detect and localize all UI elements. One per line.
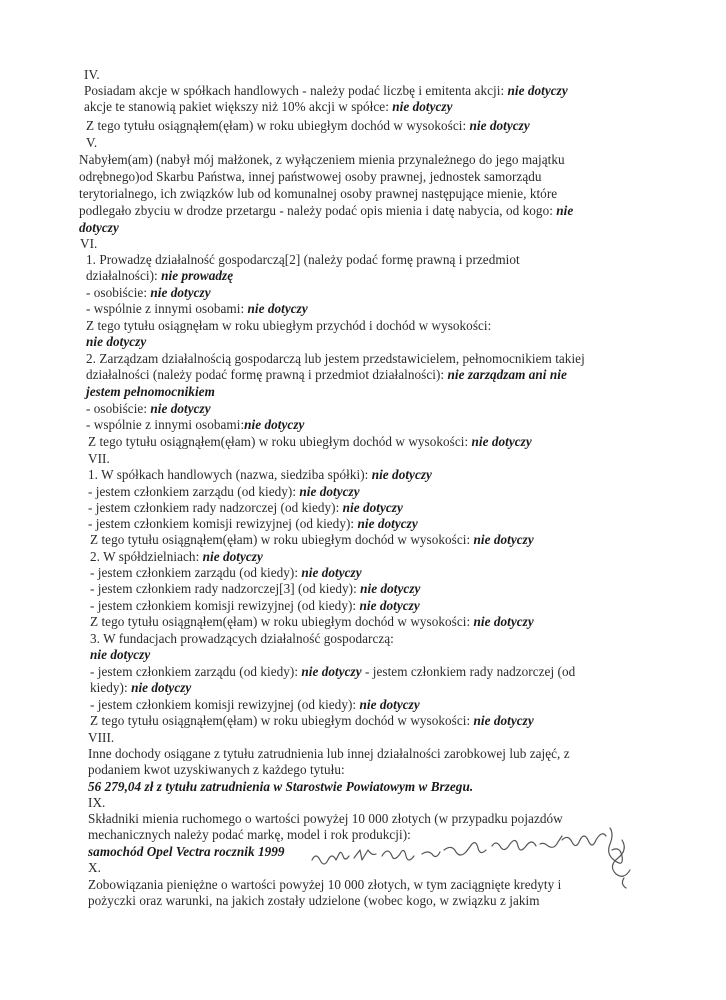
line-text: 2. W spółdzielniach: bbox=[90, 549, 203, 564]
answer-value: nie dotyczy bbox=[244, 417, 305, 432]
text-line bbox=[79, 168, 542, 185]
text-line bbox=[88, 466, 432, 483]
text-line bbox=[88, 515, 418, 532]
section-heading bbox=[86, 134, 97, 151]
text-line bbox=[79, 202, 573, 219]
line-text: Składniki mienia ruchomego o wartości powyżej 10 000 złotych (w przypadku pojazdów bbox=[88, 811, 563, 826]
line-text: X. bbox=[88, 860, 101, 875]
line-text: Z tego tytułu osiągnąłem(ęłam) w roku ubiegłym dochód w wysokości: bbox=[86, 118, 470, 133]
answer-value: nie dotyczy bbox=[301, 664, 362, 679]
section-heading bbox=[88, 450, 110, 467]
text-line bbox=[90, 580, 420, 597]
text-line bbox=[90, 696, 420, 713]
text-line bbox=[86, 300, 308, 317]
text-line bbox=[86, 400, 211, 417]
answer-value: nie dotyczy bbox=[150, 401, 211, 416]
line-text: działalności (należy podać formę prawną i przedmiot działalności): bbox=[86, 367, 448, 382]
answer-value: samochód Opel Vectra rocznik 1999 bbox=[88, 844, 285, 859]
line-text: - wspólnie z innymi osobami: bbox=[86, 417, 245, 432]
line-text: odrębnego)od Skarbu Państwa, innej państwowej osoby prawnej, jednostek samorządu bbox=[79, 169, 542, 184]
text-line bbox=[79, 185, 557, 202]
line-text: VIII. bbox=[88, 730, 115, 745]
line-text: - jestem członkiem zarządu (od kiedy): bbox=[90, 565, 302, 580]
answer-value: nie dotyczy bbox=[299, 484, 360, 499]
text-line bbox=[90, 613, 534, 630]
answer-value: nie dotyczy bbox=[150, 285, 211, 300]
answer-value: 56 279,04 zł z tytułu zatrudnienia w Starostwie Powiatowym w Brzegu. bbox=[88, 779, 474, 794]
answer-value: nie dotyczy bbox=[247, 301, 308, 316]
answer-value: nie bbox=[556, 203, 574, 218]
answer-value: nie dotyczy bbox=[371, 467, 432, 482]
line-text: - jestem członkiem rady nadzorczej[3] (od kiedy): bbox=[90, 581, 361, 596]
line-text: działalności): bbox=[86, 268, 162, 283]
text-line bbox=[84, 98, 453, 115]
line-text: Inne dochody osiągane z tytułu zatrudnienia lub innej działalności zarobkowej lub zajęć, z bbox=[88, 746, 570, 761]
text-line bbox=[90, 646, 150, 663]
text-line bbox=[86, 317, 491, 334]
answer-value: jestem pełnomocnikiem bbox=[86, 384, 215, 399]
text-line bbox=[86, 416, 304, 433]
line-text: Z tego tytułu osiągnęłam w roku ubiegłym przychód i dochód w wysokości: bbox=[86, 318, 492, 333]
line-text: IX. bbox=[88, 795, 106, 810]
section-heading bbox=[88, 794, 105, 811]
answer-value: nie dotyczy bbox=[342, 500, 403, 515]
line-text: - jestem członkiem komisji rewizyjnej (od kiedy): bbox=[90, 697, 360, 712]
line-text: - osobiście: bbox=[86, 285, 151, 300]
text-line bbox=[88, 483, 360, 500]
line-text: pożyczki oraz warunki, na jakich zostały udzielone (wobec kogo, w związku z jakim bbox=[88, 893, 540, 908]
line-text: Z tego tytułu osiągnąłem(ęłam) w roku ubiegłym dochód w wysokości: bbox=[88, 434, 472, 449]
line-text: podlegało zbyciu w drodze przetargu - należy podać opis mienia i datę nabycia, od kogo: bbox=[79, 203, 557, 218]
line-text: kiedy): bbox=[90, 680, 132, 695]
answer-value: nie dotyczy bbox=[86, 334, 147, 349]
text-line bbox=[88, 778, 473, 795]
text-line bbox=[90, 531, 534, 548]
answer-value: nie dotyczy bbox=[469, 118, 530, 133]
text-line bbox=[90, 548, 263, 565]
line-text: 2. Zarządzam działalnością gospodarczą lub jestem przedstawicielem, pełnomocnikiem takiej bbox=[86, 351, 585, 366]
answer-value: nie dotyczy bbox=[392, 99, 453, 114]
line-text: podaniem kwot uzyskiwanych z każdego tytułu: bbox=[88, 762, 345, 777]
answer-value: nie dotyczy bbox=[473, 614, 534, 629]
answer-value: nie dotyczy bbox=[202, 549, 263, 564]
section-heading bbox=[88, 859, 101, 876]
text-line bbox=[79, 151, 565, 168]
line-text: Posiadam akcje w spółkach handlowych - należy podać liczbę i emitenta akcji: bbox=[84, 83, 508, 98]
answer-value: nie dotyczy bbox=[359, 598, 420, 613]
line-text: - jestem członkiem zarządu (od kiedy): bbox=[88, 484, 300, 499]
text-line bbox=[79, 219, 119, 236]
text-line bbox=[86, 350, 585, 367]
answer-value: nie dotyczy bbox=[473, 532, 534, 547]
line-text: V. bbox=[86, 135, 98, 150]
text-line bbox=[88, 433, 532, 450]
answer-value: nie dotyczy bbox=[131, 680, 192, 695]
line-text: 3. W fundacjach prowadzących działalność gospodarczą: bbox=[90, 631, 394, 646]
section-heading bbox=[88, 729, 114, 746]
section-heading bbox=[84, 66, 100, 83]
line-text: akcje te stanowią pakiet większy niż 10% akcji w spółce: bbox=[84, 99, 393, 114]
section-heading bbox=[80, 235, 97, 252]
answer-value: nie dotyczy bbox=[301, 565, 362, 580]
text-line bbox=[90, 630, 394, 647]
text-line bbox=[90, 712, 534, 729]
line-text: Z tego tytułu osiągnąłem(ęłam) w roku ubiegłym dochód w wysokości: bbox=[90, 532, 474, 547]
text-line bbox=[88, 843, 285, 860]
line-text: - wspólnie z innymi osobami: bbox=[86, 301, 248, 316]
text-line bbox=[86, 284, 211, 301]
handwritten-annotation-signature bbox=[292, 820, 672, 900]
line-text: - jestem członkiem rady nadzorczej (od bbox=[361, 664, 576, 679]
text-line bbox=[86, 383, 215, 400]
text-line bbox=[86, 366, 567, 383]
line-text: mechanicznych należy podać markę, model i rok produkcji): bbox=[88, 827, 411, 842]
answer-value: nie dotyczy bbox=[473, 713, 534, 728]
text-line bbox=[88, 761, 345, 778]
answer-value: nie dotyczy bbox=[507, 83, 568, 98]
line-text: VI. bbox=[80, 236, 98, 251]
line-text: - jestem członkiem zarządu (od kiedy): bbox=[90, 664, 302, 679]
text-line bbox=[84, 82, 568, 99]
answer-value: dotyczy bbox=[79, 220, 119, 235]
answer-value: nie zarządzam ani nie bbox=[447, 367, 567, 382]
line-text: - jestem członkiem komisji rewizyjnej (od kiedy): bbox=[88, 516, 358, 531]
answer-value: nie dotyczy bbox=[360, 581, 421, 596]
line-text: - jestem członkiem komisji rewizyjnej (od kiedy): bbox=[90, 598, 360, 613]
line-text: - jestem członkiem rady nadzorczej (od kiedy): bbox=[88, 500, 343, 515]
text-line bbox=[90, 597, 420, 614]
line-text: terytorialnego, ich związków lub od komunalnej osoby prawnej następujące mienie, które bbox=[79, 186, 558, 201]
text-line bbox=[90, 679, 191, 696]
line-text: 1. Prowadzę działalność gospodarczą[2] (należy podać formę prawną i przedmiot bbox=[86, 252, 520, 267]
text-line bbox=[88, 745, 570, 762]
text-line bbox=[86, 333, 146, 350]
line-text: IV. bbox=[84, 67, 100, 82]
answer-value: nie dotyczy bbox=[90, 647, 151, 662]
text-line bbox=[86, 117, 530, 134]
answer-value: nie dotyczy bbox=[357, 516, 418, 531]
line-text: Nabyłem(am) (nabył mój małżonek, z wyłączeniem mienia przynależnego do jego majątku bbox=[79, 152, 565, 167]
line-text: Zobowiązania pieniężne o wartości powyżej 10 000 złotych, w tym zaciągnięte kredyty i bbox=[88, 877, 562, 892]
answer-value: nie dotyczy bbox=[471, 434, 532, 449]
line-text: VII. bbox=[88, 451, 110, 466]
line-text: Z tego tytułu osiągnąłem(ęłam) w roku ubiegłym dochód w wysokości: bbox=[90, 713, 474, 728]
answer-value: nie prowadzę bbox=[161, 268, 234, 283]
text-line bbox=[90, 663, 575, 680]
line-text: Z tego tytułu osiągnąłem(ęłam) w roku ubiegłym dochód w wysokości: bbox=[90, 614, 474, 629]
text-line bbox=[86, 251, 520, 268]
text-line bbox=[86, 267, 233, 284]
line-text: 1. W spółkach handlowych (nazwa, siedziba spółki): bbox=[88, 467, 372, 482]
text-line bbox=[88, 499, 403, 516]
text-line bbox=[90, 564, 362, 581]
answer-value: nie dotyczy bbox=[359, 697, 420, 712]
line-text: - osobiście: bbox=[86, 401, 151, 416]
